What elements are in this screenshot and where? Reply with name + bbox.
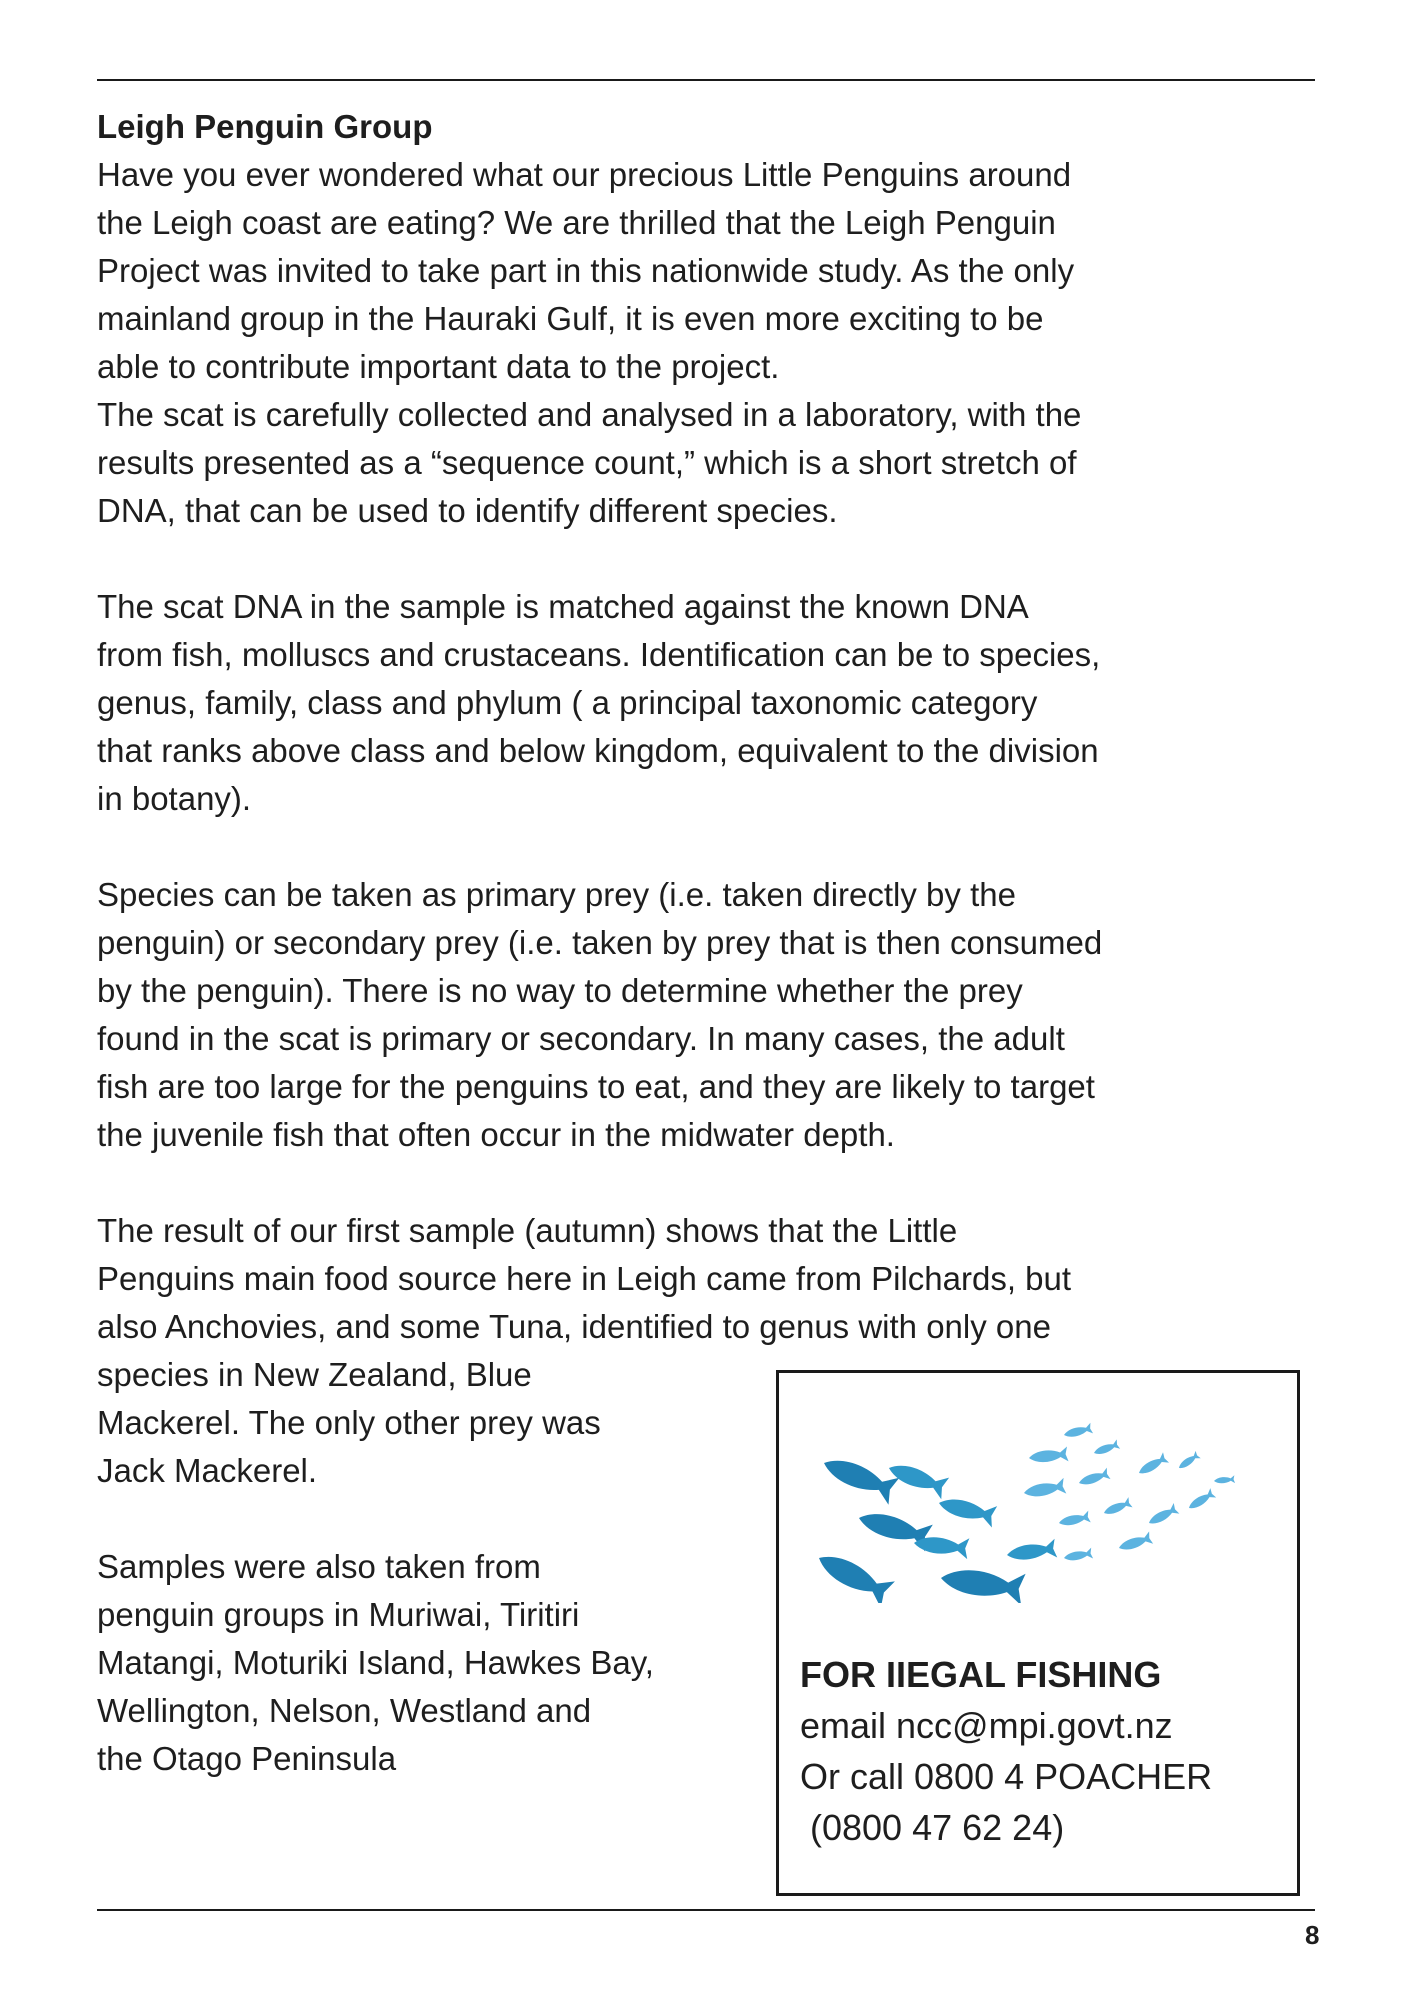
text-line: Penguins main food source here in Leigh came from Pilchards, but bbox=[97, 1260, 1072, 1297]
text-line: able to contribute important data to the project. bbox=[97, 348, 780, 385]
callout-phone-number: (0800 47 62 24) bbox=[800, 1807, 1065, 1848]
text-line: fish are too large for the penguins to eat, and they are likely to target bbox=[97, 1068, 1095, 1105]
text-line: results presented as a “sequence count,” which is a short stretch of bbox=[97, 444, 1077, 481]
fish-cluster-light bbox=[1023, 1423, 1235, 1564]
text-line: The scat DNA in the sample is matched against the known DNA bbox=[97, 588, 1029, 625]
text-line: Mackerel. The only other prey was bbox=[97, 1404, 601, 1441]
text-line: Species can be taken as primary prey (i.e. taken directly by the bbox=[97, 876, 1016, 913]
callout-text bbox=[800, 1649, 1212, 1853]
fish-school-icon bbox=[819, 1413, 1279, 1603]
article-paragraph-2 bbox=[97, 583, 1319, 823]
text-line: Project was invited to take part in this nationwide study. As the only bbox=[97, 252, 1075, 289]
text-line: penguin) or secondary prey (i.e. taken by prey that is then consumed bbox=[97, 924, 1103, 961]
text-line: genus, family, class and phylum ( a principal taxonomic category bbox=[97, 684, 1038, 721]
text-line: that ranks above class and below kingdom, equivalent to the division bbox=[97, 732, 1099, 769]
callout-phone-label: Or call 0800 4 POACHER bbox=[800, 1756, 1213, 1797]
text-line: the juvenile fish that often occur in the midwater depth. bbox=[97, 1116, 895, 1153]
callout-email[interactable]: email ncc@mpi.govt.nz bbox=[800, 1705, 1173, 1746]
article-paragraph-3 bbox=[97, 871, 1319, 1159]
text-line: The scat is carefully collected and analysed in a laboratory, with the bbox=[97, 396, 1082, 433]
text-line: Have you ever wondered what our precious Little Penguins around bbox=[97, 156, 1072, 193]
text-line: species in New Zealand, Blue bbox=[97, 1356, 532, 1393]
callout-title: FOR IIEGAL FISHING bbox=[800, 1654, 1162, 1695]
text-line: the Otago Peninsula bbox=[97, 1740, 397, 1777]
text-line: the Leigh coast are eating? We are thrilled that the Leigh Penguin bbox=[97, 204, 1056, 241]
text-line: also Anchovies, and some Tuna, identified to genus with only one bbox=[97, 1308, 1051, 1345]
text-line: in botany). bbox=[97, 780, 252, 817]
illegal-fishing-callout bbox=[776, 1370, 1300, 1896]
text-line: found in the scat is primary or secondary. In many cases, the adult bbox=[97, 1020, 1065, 1057]
text-line: Wellington, Nelson, Westland and bbox=[97, 1692, 592, 1729]
article-heading: Leigh Penguin Group bbox=[97, 108, 433, 145]
fish-cluster-mid bbox=[885, 1457, 1057, 1564]
text-line: mainland group in the Hauraki Gulf, it is even more exciting to be bbox=[97, 300, 1044, 337]
text-line: Jack Mackerel. bbox=[97, 1452, 318, 1489]
article-paragraph-1 bbox=[97, 151, 1319, 535]
text-line: The result of our first sample (autumn) shows that the Little bbox=[97, 1212, 958, 1249]
text-line: DNA, that can be used to identify different species. bbox=[97, 492, 838, 529]
text-line: Matangi, Moturiki Island, Hawkes Bay, bbox=[97, 1644, 654, 1681]
text-line: from fish, molluscs and crustaceans. Identification can be to species, bbox=[97, 636, 1101, 673]
text-line: penguin groups in Muriwai, Tiritiri bbox=[97, 1596, 580, 1633]
text-line: by the penguin). There is no way to determine whether the prey bbox=[97, 972, 1023, 1009]
text-line: Samples were also taken from bbox=[97, 1548, 541, 1585]
bottom-divider bbox=[97, 1909, 1315, 1911]
page-number: 8 bbox=[1305, 1920, 1320, 1950]
top-divider bbox=[97, 79, 1315, 81]
